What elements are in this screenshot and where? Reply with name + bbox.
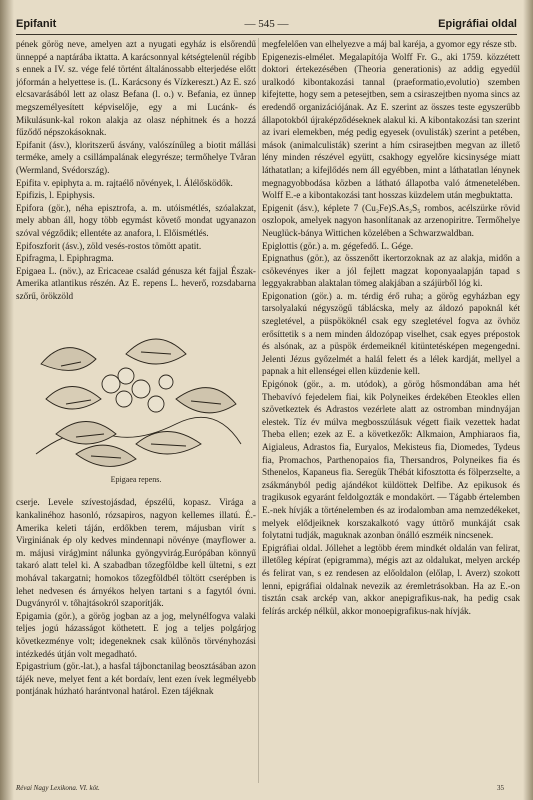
column-divider	[258, 38, 259, 783]
entry-epifragma: Epifragma, l. Epiphragma.	[16, 253, 114, 264]
running-header	[16, 18, 517, 34]
entry-epiglottis: Epiglottis (gör.) a. m. gégefedő. L. Gége.	[262, 240, 414, 251]
right-column	[262, 38, 520, 783]
paragraph: cserje. Levele szívestojásdad, épszélű, kopasz. Virága a kankalinéhoz hasonló, rózsapiros, nagyon kellemes illatú. É.-Amerika keleti táján, erdőkben terem, májusban virít s Virginiának ép oly kedves mindennapi növénye (mayflower a. m. májusi virág)mint nálunka gyöngyvirág.Európában könnyű takaró alatt telel ki. A szabadban tőzegföldbe kell ültetni, s ezt mohával takargatni; homokos tőzegföldbél töltött cserépben is lehet nedvesen és árnyékos helyen tartani s a fagytól óvni. Dugványról v. tőhajtásokról szaporítják.	[16, 497, 256, 609]
entry-epigastrium: Epigastrium (gör.-lat.), a hasfal tájbonctanilag beosztásában azon tájék neve, melyet fent a két bordaív, lent ezen ívek legmélyebb pontjának húzható harántvonal határol. Ezen tájéknak	[16, 661, 256, 697]
entry-epigonok: Epigónok (gör., a. m. utódok), a görög hősmondában ama hét Thebavívó fejedelem fiai, kik Polyneikes érdekében Eteokles ellen szövetkeztek és Adrastos vezérlete alatt az ostromban mindnyájan elestek. Tíz év múlva megbosszúlásuk végett fiaik vezettek hadat Theba ellen; ezek az E. a következők: Alkmaion, Amphiaraos fia, Aigialeus, Adrastos fia, Euryalos, Mekisteus fia, Diomedes, Tydeus fia, Promachos, Parthenopaios fia, Thersandros, Polyneikes fia és Sthenelos, Kapaneus fia. Seregük Thébát kifosztotta és fölperzselte, a zsákmányból pedig ajándékot küldöttek Delfibe. Az epikusok és tragikusok egyaránt feldolgozták e mondakört. — Tágabb értelemben E.-nek hívják a történelemben és az irodalomban ama nemzedékeket, melyek elődjeiknek korszakalkotó vagy úttörő munkáját csak folytatni tudják, maguknak azonban önálló eszméik nincsenek.	[262, 379, 520, 541]
header-right-title: Epigráfiai oldal	[438, 18, 517, 30]
footer-source: Révai Nagy Lexikona. VI. köt.	[16, 784, 100, 792]
page-edge	[523, 0, 533, 800]
entry-epignathus: Epignathus (gör.), az összenőtt ikertorzoknak az az alakja, midőn a csökevényes iker a jól fejlett magzat koponyaalapján tapad s leggyakrabban alaktalan tömeg alakjában a szájürből lóg ki.	[262, 253, 520, 289]
entry-epigonation: Epigonation (gör.) a. m. térdig érő ruha; a görög egyházban egy tarsolyalakú négyszögű táblácska, mely az áldozó papoknál két szegletével, a püspököknél csak egy szegletével fogva az övhöz erősíttetik s a nem minden áldozópap viselhet, csak egyes prépostok és alsónak, az a püspök érdemeiknél kitüntetésképen megengedni. Jelenti Jézus győzelmét a halál felett és a lélek kardját, mellyel a papnak a hit ellenségei ellen küzdenie kell.	[262, 290, 520, 377]
header-rule	[16, 34, 517, 35]
entry-epigaea: Epigaea L. (növ.), az Ericaceae család génusza két fajjal Észak-Amerika atlantikus részén. Az E. repens L. heverő, rozsdabarna szőrű, örökzöld	[16, 265, 256, 301]
epigaea-illustration	[16, 304, 256, 492]
paragraph: pének görög neve, amelyen azt a nyugati egyház is elsőrendű ünneppé a naptárába iktatta. A karácsonnyal kétségtelenül régibb s ennek a IV. sz. vége felé történt általánossabb elterjedése előtt jóformán a helyettese is. (L. Karácsony és Vízkereszt.) Az E. szó elcsavarásából lett az olasz Befana (l. o.) v. Befania, ez ünnep megszemélyesített képviselője, egy a mi Lucánk- és Mikulásunk-kal rokon alakja az olasz néphitnek és a hozzá fűződő népszokásoknak.	[16, 39, 256, 138]
entry-epigrafiai-oldal: Epigráfiai oldal. Jóllehet a legtöbb érem mindkét oldalán van felirat, illetőleg képírat (epigramma), mégis azt az oldalukat, melyen arckép és felirat van, s ez rendesen az előoldalon (előlap, l. Averz) szokott lenni, epigráfiai oldalnak nevezik az éremletrásokban. Ha az E.-on tisztán csak arckép van, akkor anepigrafikus-nak, ha pedig csak felírás arckép nélkül, akkor monoepigrafikus-nak hívják.	[262, 542, 520, 616]
entry-epifizis: Epifizis, l. Epiphysis.	[16, 190, 95, 201]
paragraph: megfelelően van elhelyezve a máj bal karéja, a gyomor egy része stb.	[262, 39, 517, 49]
entry-epigamia: Epigamia (gör.), a görög jogban az a jog, melynélfogva valaki teljes jogú házasságot köthetett. E jog a teljes polgárjog következménye volt; idegeneknek csak különös törvényhozási intézkedés útján volt megadható.	[16, 610, 256, 659]
entry-epifita: Epifita v. epiphyta a. m. rajtaélő növények, l. Álélősködők.	[16, 177, 233, 188]
entry-epigenezis: Epigenezis-elmélet. Megalapítója Wolff Fr. G., aki 1759. közzétett doktori értekezésében (Theoria generationis) az addig egyedül uralkodó kibontakozási tannal (praeformatio,evolutio) szemben kifejtette, hogy sem a petesejtben, sem a csiraszejtben nyoma sincs az eredendő organizációjának. Az E. szerint az összes teste egyszerűbb állapotokból újraképződéseknek alakul ki. A kibontakozási tan szerint az ivari elemekben, még pedig egyesek (ovulisták) szerint a petében, mások (animalculisták) szerint a hím csirasejtben megvan az illető lény minden részével együtt, csakhogy egyelőre kicsinysége miatt láthatatlan; a kifejlődés nem áll egyébben, mint a láthatatlan lénynek megnagyobbodása közben a látható állapotba való átmenetelében. Wolff E.-e a kibontakozási tant hosszas küzdelem után megbuktatta.	[262, 51, 520, 201]
entry-epigenit: Epigenit (ásv.), képlete 7 (Cu₂Fe)S.As₂S₅ rombos, acélszürke rövid oszlopok, amelyek nagyon hasonlítanak az arzenopiritre. Termőhelye Neuglück-bánya Wittichen közelében a Schwarzwaldban.	[262, 202, 520, 238]
footer-signature: 35	[497, 784, 504, 792]
page-gutter-shadow	[0, 0, 14, 800]
header-left-title: Epifanit	[16, 18, 57, 30]
plant-drawing	[16, 304, 256, 492]
figure-caption: Epigaea repens.	[110, 474, 162, 484]
left-column	[16, 38, 256, 783]
entry-epifoszforit: Epifoszforit (ásv.), zöld vesés-rostos tömött apatit.	[16, 240, 202, 251]
entry-epifora: Epifora (gör.), néha episztrofa, a. m. utóismétlés, szóalakzat, mely abban áll, hogy több egymást követő mondat ugyanazon szóval végződik; ellentéte az anafora, l. Előismétlés.	[16, 202, 256, 238]
entry-epifanit: Epifanit (ásv.), kloritszerű ásvány, valószínűleg a biotit mállási terméke, amely a csillámpalának elegyrésze; termőhelye Tvåran (Wermland, Svédország).	[16, 139, 256, 175]
page-number: — 545 —	[244, 18, 289, 30]
